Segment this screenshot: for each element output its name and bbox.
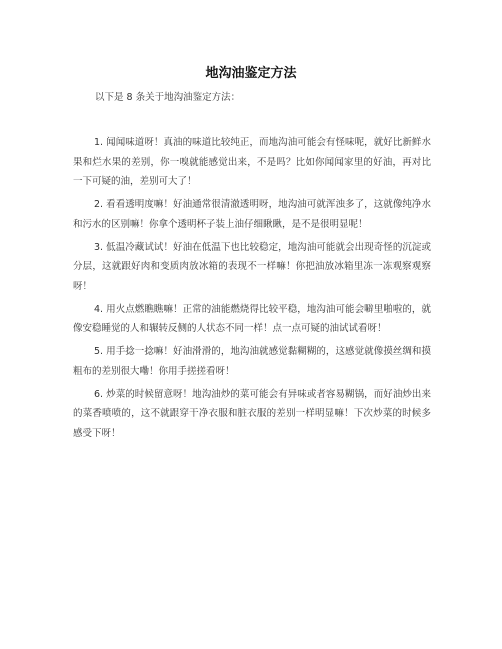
document-title: 地沟油鉴定方法: [205, 66, 297, 81]
method-item-3: 3. 低温冷藏试试！好油在低温下也比较稳定，地沟油可能就会出现奇怪的沉淀或分层，这就跟好肉和变质肉放冰箱的表现不一样嘛！你把油放冰箱里冻一冻观察观察呀！: [73, 241, 431, 292]
method-item-4: 4. 用火点燃瞧瞧嘛！正常的油能燃烧得比较平稳，地沟油可能会噼里啪啦的，就像安稳睡觉的人和辗转反侧的人状态不同一样！点一点可疑的油试试看呀！: [73, 303, 431, 334]
intro-paragraph: 以下是 8 条关于地沟油鉴定方法：: [95, 92, 241, 103]
method-item-2: 2. 看看透明度嘛！好油通常很清澈透明呀，地沟油可就浑浊多了，这就像纯净水和污水的区别嘛！你拿个透明杯子装上油仔细瞅瞅，是不是很明显呢！: [73, 199, 431, 230]
method-item-1: 1. 闻闻味道呀！真油的味道比较纯正，而地沟油可能会有怪味呢，就好比新鲜水果和烂水果的差别，你一嗅就能感觉出来，不是吗？比如你闻闻家里的好油，再对比一下可疑的油，差别可大了！: [73, 137, 431, 187]
method-list: [73, 133, 431, 447]
method-item-6: 6. 炒菜的时候留意呀！地沟油炒的菜可能会有异味或者容易糊锅，而好油炒出来的菜香喷喷的，这不就跟穿干净衣服和脏衣服的差别一样明显嘛！下次炒菜的时候多感受下呀！: [73, 388, 431, 439]
method-item-5: 5. 用手捻一捻嘛！好油滑滑的，地沟油就感觉黏糊糊的，这感觉就像摸丝绸和摸粗布的差别很大嘞！你用手搓搓看呀！: [73, 346, 431, 377]
